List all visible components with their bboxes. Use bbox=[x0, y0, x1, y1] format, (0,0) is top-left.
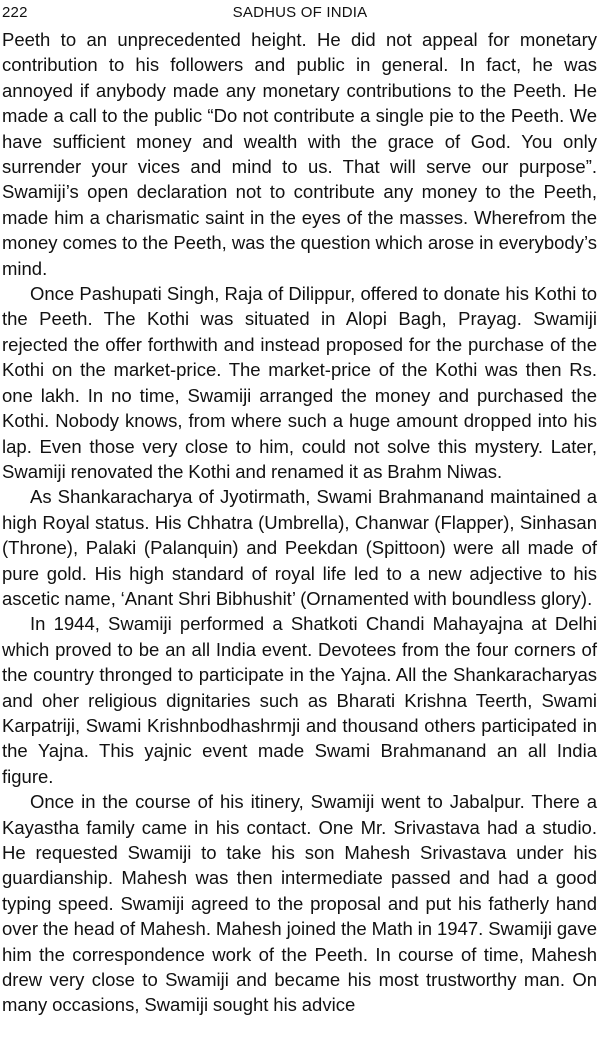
body-text bbox=[2, 27, 597, 1018]
paragraph: In 1944, Swamiji performed a Shatkoti Chandi Mahayajna at Delhi which proved to be an all India event. Devotees from the four corners of the country thronged to participate in the Yajna. All the Shankaracharyas and oher religious dignitaries such as Bharati Krishna Teerth, Swami Karpatriji, Swami Krishnbodhashrmji and thousand others participated in the Yajna. This yajnic event made Swami Brahmanand an all India figure. bbox=[2, 613, 597, 787]
paragraph: Peeth to an unprecedented height. He did not appeal for monetary contribution to his followers and public in general. In fact, he was annoyed if anybody made any monetary contributions to the Peeth. He made a call to the public “Do not contribute a single pie to the Peeth. We have sufficient money and wealth with the grace of God. You only surrender your vices and mind to us. That will serve our purpose”. Swamiji’s open declaration not to contribute any money to the Peeth, made him a charismatic saint in the eyes of the masses. Wherefrom the money comes to the Peeth, was the question which arose in everybody’s mind. bbox=[2, 29, 597, 279]
page-number: 222 bbox=[2, 4, 28, 21]
running-title: SADHUS OF INDIA bbox=[232, 4, 368, 21]
paragraph: Once Pashupati Singh, Raja of Dilippur, offered to donate his Kothi to the Peeth. The Kothi was situated in Alopi Bagh, Prayag. Swamiji rejected the offer forthwith and instead proposed for the purchase of the Kothi on the market-price. The market-price of the Kothi was then Rs. one lakh. In no time, Swamiji arranged the money and purchased the Kothi. Nobody knows, from where such a huge amount dropped into his lap. Even those very close to him, could not solve this mystery. Later, Swamiji renovated the Kothi and renamed it as Brahm Niwas. bbox=[2, 283, 597, 482]
page-header bbox=[2, 2, 598, 24]
paragraph: Once in the course of his itinery, Swamiji went to Jabalpur. There a Kayastha family came in his contact. One Mr. Srivastava had a studio. He requested Swamiji to take his son Mahesh Srivastava under his guardianship. Mahesh was then intermediate passed and had a good typing speed. Swamiji agreed to the proposal and put his fatherly hand over the head of Mahesh. Mahesh joined the Math in 1947. Swamiji gave him the correspondence work of the Peeth. In course of time, Mahesh drew very close to Swamiji and became his most trustworthy man. On many occasions, Swamiji sought his advice bbox=[2, 791, 597, 1016]
paragraph: As Shankaracharya of Jyotirmath, Swami Brahmanand maintained a high Royal status. His Chhatra (Umbrella), Chanwar (Flapper), Sinhasan (Throne), Palaki (Palanquin) and Peekdan (Spittoon) were all made of pure gold. His high standard of royal life led to a new adjective to his ascetic name, ‘Anant Shri Bibhushit’ (Ornamented with boundless glory). bbox=[2, 486, 597, 609]
